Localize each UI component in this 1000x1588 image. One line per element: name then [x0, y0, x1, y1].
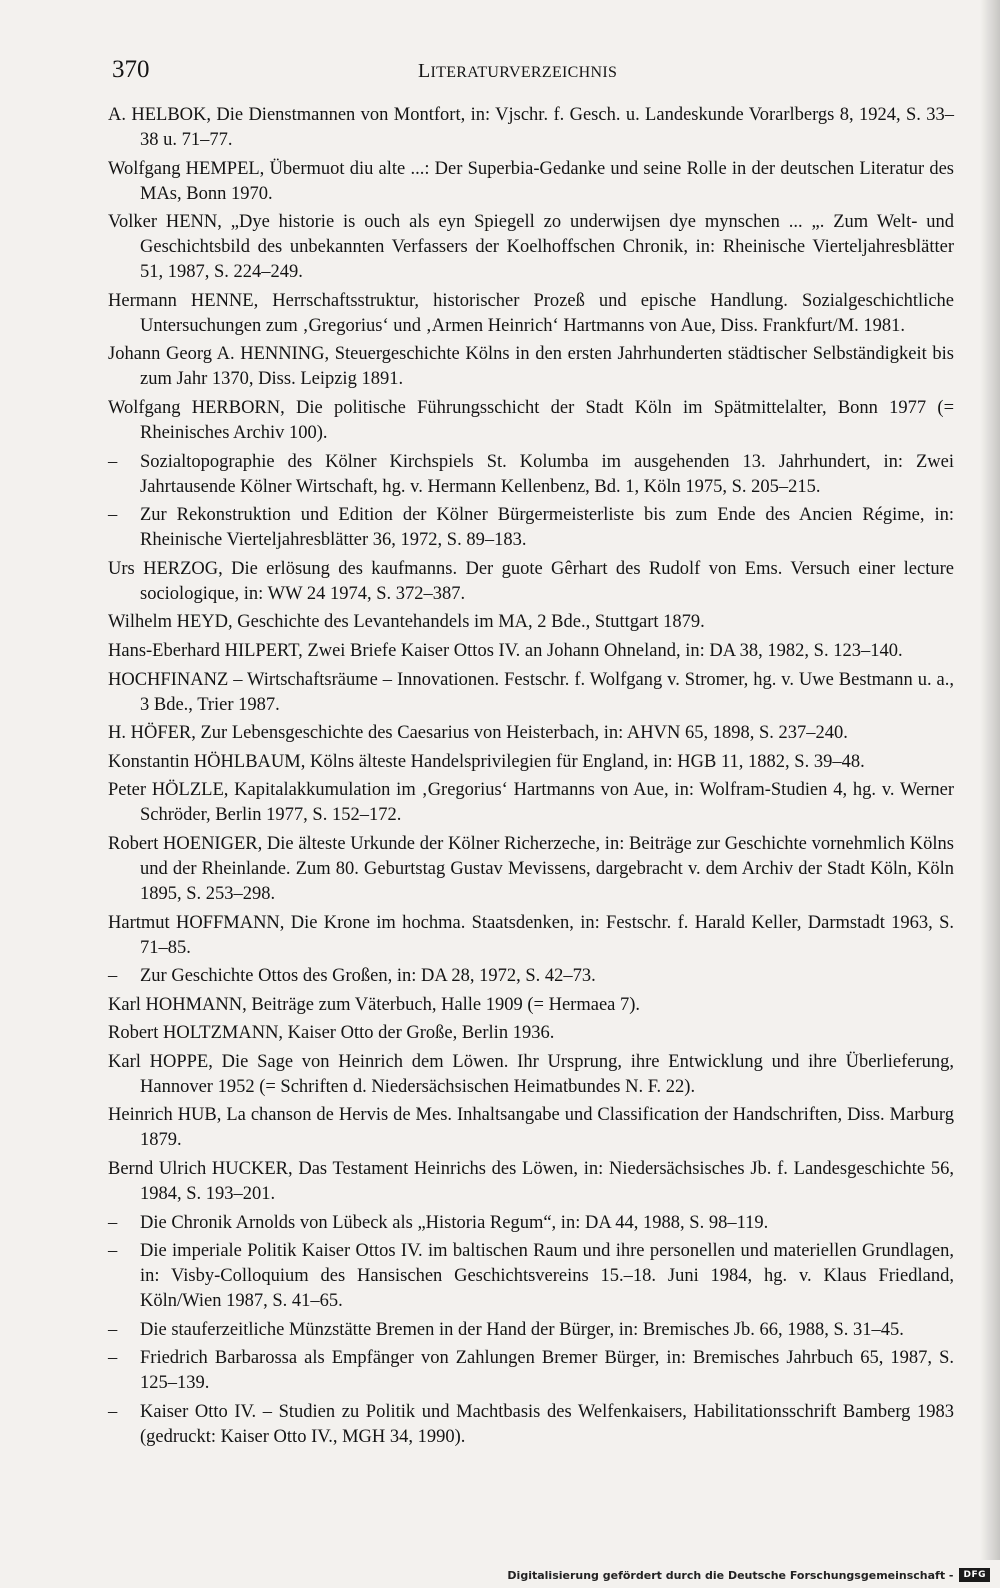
bibliography-subentry: – Zur Geschichte Ottos des Großen, in: DA 28, 1972, S. 42–73. [108, 964, 954, 989]
running-head [418, 60, 617, 83]
bibliography-entry: Wolfgang HERBORN, Die politische Führungsschicht der Stadt Köln im Spätmittelalter, Bonn 1977 (= Rheinisches Archiv 100). [108, 397, 954, 443]
bibliography-entry: Wolfgang HEMPEL, Übermuot diu alte ...: Der Superbia-Gedanke und seine Rolle in der deutschen Literatur des MAs, Bonn 1970. [108, 158, 954, 204]
bibliography-subentry: – Sozialtopographie des Kölner Kirchspiels St. Kolumba im ausgehenden 13. Jahrhundert, in: Zwei Jahrtausende Kölner Wirtschaft, hg. v. Hermann Kellenbenz, Bd. 1, Köln 1975, S. 205–215. [108, 450, 954, 500]
bibliography-entry: A. HELBOK, Die Dienstmannen von Montfort, in: Vjschr. f. Gesch. u. Landeskunde Vorarlbergs 8, 1924, S. 33–38 u. 71–77. [108, 105, 954, 150]
bibliography-entry: H. HÖFER, Zur Lebensgeschichte des Caesarius von Heisterbach, in: AHVN 65, 1898, S. 237–240. [108, 723, 848, 744]
bibliography-entry: Hermann HENNE, Herrschaftsstruktur, historischer Prozeß und epische Handlung. Sozialgeschichtliche Untersuchungen zum ‚Gregorius‘ und ‚Armen Heinrich‘ Hartmanns von Aue, Diss. Frankfurt/M. 1981. [108, 290, 954, 336]
dfg-logo: DFG [959, 1568, 990, 1582]
bibliography-list [108, 103, 954, 1454]
bibliography-entry: Karl HOHMANN, Beiträge zum Väterbuch, Halle 1909 (= Hermaea 7). [108, 994, 641, 1015]
bibliography-entry: Urs HERZOG, Die erlösung des kaufmanns. Der guote Gêrhart des Rudolf von Ems. Versuch einer lecture sociologique, in: WW 24 1974, S. 372–387. [108, 558, 954, 604]
bibliography-entry: Karl HOPPE, Die Sage von Heinrich dem Löwen. Ihr Ursprung, ihre Entwicklung und ihre Überlieferung, Hannover 1952 (= Schriften d. Niedersächsischen Heimatbundes N. F. 22). [108, 1051, 954, 1097]
running-head-initial: L [418, 60, 431, 82]
digitization-footer [507, 1568, 990, 1582]
bibliography-entry: Konstantin HÖHLBAUM, Kölns älteste Handelsprivilegien für England, in: HGB 11, 1882, S. 39–48. [108, 751, 865, 772]
scan-edge-shadow [980, 0, 1000, 1560]
bibliography-subentry: – Die stauferzeitliche Münzstätte Bremen in der Hand der Bürger, in: Bremisches Jb. 66, 1988, S. 31–45. [108, 1318, 954, 1343]
bibliography-subentry: – Zur Rekonstruktion und Edition der Kölner Bürgermeisterliste bis zum Ende des Ancien Régime, in: Rheinische Vierteljahresblätter 36, 1972, S. 89–183. [108, 503, 954, 553]
bibliography-entry: HOCHFINANZ – Wirtschaftsräume – Innovationen. Festschr. f. Wolfgang v. Stromer, hg. v. Uwe Bestmann u. a., 3 Bde., Trier 1987. [108, 669, 954, 715]
bibliography-entry: Volker HENN, „Dye historie is ouch als eyn Spiegell zo underwijsen dye mynschen ... „. Zum Welt- und Geschichtsbild des unbekannten Verfassers der Koelhoffschen Chronik, in: Rheinische Vierteljahresblätter 51, 1987, S. 224–249. [108, 212, 954, 283]
bibliography-entry: Robert HOENIGER, Die älteste Urkunde der Kölner Richerzeche, in: Beiträge zur Geschichte vornehmlich Kölns und der Rheinlande. Zum 80. Geburtstag Gustav Mevissens, dargebracht v. dem Archiv der Stadt Köln, Köln 1895, S. 253–298. [108, 833, 954, 904]
running-head-rest: ITERATURVERZEICHNIS [430, 64, 618, 81]
bibliography-entry: Heinrich HUB, La chanson de Hervis de Mes. Inhaltsangabe und Classification der Handschriften, Diss. Marburg 1879. [108, 1105, 954, 1151]
bibliography-entry: Wilhelm HEYD, Geschichte des Levantehandels im MA, 2 Bde., Stuttgart 1879. [108, 612, 705, 633]
bibliography-entry: Hartmut HOFFMANN, Die Krone im hochma. Staatsdenken, in: Festschr. f. Harald Keller, Darmstadt 1963, S. 71–85. [108, 912, 954, 958]
bibliography-subentry: – Die imperiale Politik Kaiser Ottos IV. im baltischen Raum und ihre personellen und materiellen Grundlagen, in: Visby-Colloquium des Hansischen Geschichtsvereins 15.–18. Juni 1984, hg. v. Klaus Friedland, Köln/Wien 1987, S. 41–65. [108, 1239, 954, 1314]
bibliography-subentry: – Friedrich Barbarossa als Empfänger von Zahlungen Bremer Bürger, in: Bremisches Jahrbuch 65, 1987, S. 125–139. [108, 1346, 954, 1396]
bibliography-subentry: – Kaiser Otto IV. – Studien zu Politik und Machtbasis des Welfenkaisers, Habilitationsschrift Bamberg 1983 (gedruckt: Kaiser Otto IV., MGH 34, 1990). [108, 1400, 954, 1450]
bibliography-entry: Johann Georg A. HENNING, Steuergeschichte Kölns in den ersten Jahrhunderten städtischer Selbständigkeit bis zum Jahr 1370, Diss. Leipzig 1891. [108, 344, 954, 390]
bibliography-subentry: – Die Chronik Arnolds von Lübeck als „Historia Regum“, in: DA 44, 1988, S. 98–119. [108, 1211, 954, 1236]
bibliography-entry: Peter HÖLZLE, Kapitalakkumulation im ‚Gregorius‘ Hartmanns von Aue, in: Wolfram-Studien 4, hg. v. Werner Schröder, Berlin 1977, S. 152–172. [108, 780, 954, 826]
page-number: 370 [112, 56, 150, 83]
bibliography-entry: Robert HOLTZMANN, Kaiser Otto der Große, Berlin 1936. [108, 1023, 555, 1044]
bibliography-entry: Bernd Ulrich HUCKER, Das Testament Heinrichs des Löwen, in: Niedersächsisches Jb. f. Landesgeschichte 56, 1984, S. 193–201. [108, 1159, 954, 1205]
bibliography-entry: Hans-Eberhard HILPERT, Zwei Briefe Kaiser Ottos IV. an Johann Ohneland, in: DA 38, 1982, S. 123–140. [108, 640, 903, 661]
footer-text: Digitalisierung gefördert durch die Deutsche Forschungsgemeinschaft - [507, 1568, 954, 1582]
